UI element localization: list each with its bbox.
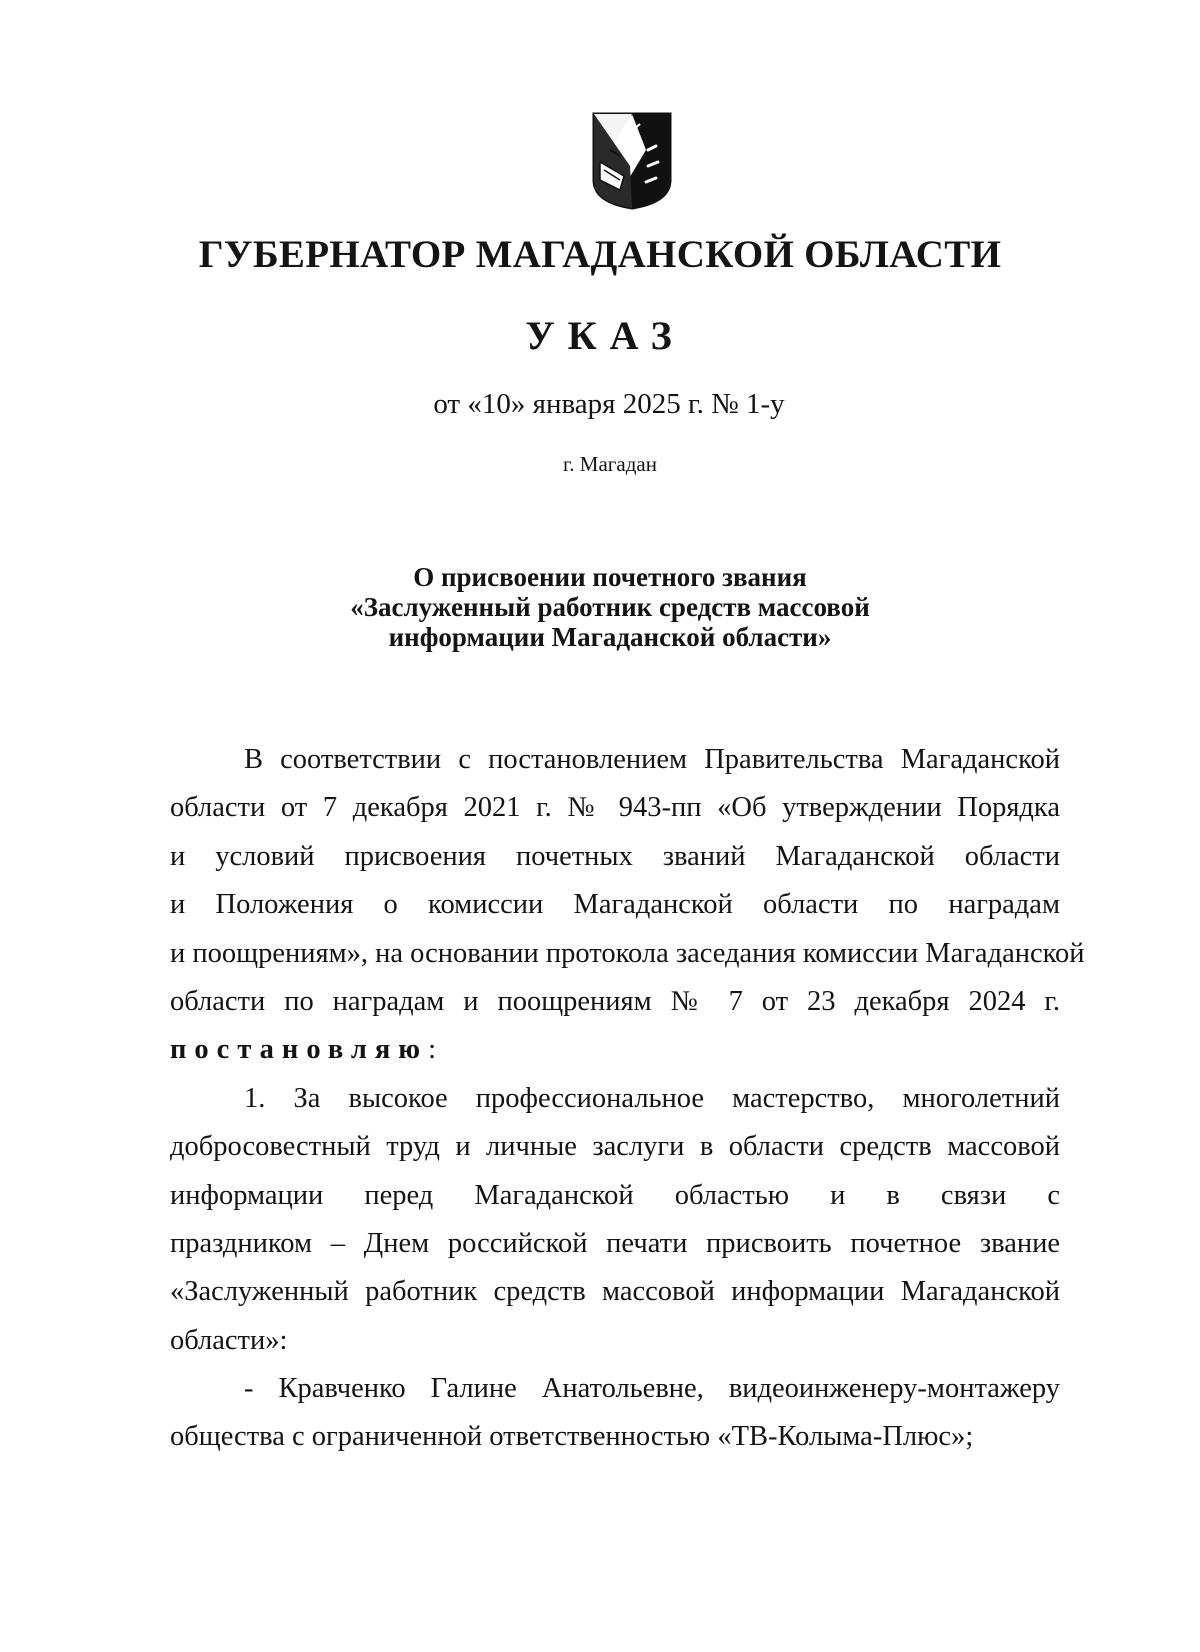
preamble-line: В соответствии с постановлением Правительства Магаданской: [244, 744, 1060, 775]
item-line: праздником – Днем российской печати присвоить почетное звание: [170, 1227, 1060, 1259]
subject-line: информации Магаданской области»: [388, 622, 832, 652]
decree-word: постановляю: [170, 1034, 429, 1066]
recipient-line: - Кравченко Галине Анатольевне, видеоинженеру-монтажеру: [244, 1373, 1060, 1405]
item-line: информации перед Магаданской областью и в связи с: [170, 1179, 1060, 1211]
coat-of-arms-svg: [590, 110, 674, 210]
decree-line: [170, 1026, 1060, 1074]
item-line: 1. За высокое профессиональное мастерство, многолетний: [244, 1082, 1060, 1114]
item-line: добросовестный труд и личные заслуги в области средств массовой: [170, 1131, 1060, 1163]
preamble-line: и условий присвоения почетных званий Магаданской области: [170, 840, 1060, 872]
item-line: области»:: [170, 1324, 288, 1356]
preamble-line: области от 7 декабря 2021 г. № 943-пп «Об утверждении Порядка: [170, 792, 1060, 824]
preamble-line: и Положения о комиссии Магаданской области по наградам: [170, 889, 1060, 921]
subject-line: О присвоении почетного звания: [413, 562, 807, 592]
decree-colon: :: [428, 1034, 437, 1066]
date-and-number: от «10» января 2025 г. № 1-у: [433, 388, 785, 420]
recipient-line: общества с ограниченной ответственностью «ТВ-Колыма-Плюс»;: [170, 1421, 974, 1453]
subject-line: «Заслуженный работник средств массовой: [350, 592, 870, 622]
coat-of-arms-icon: [590, 110, 674, 210]
preamble-line: области по наградам и поощрениям № 7 от 23 декабря 2024 г.: [170, 985, 1060, 1017]
issuing-authority: ГУБЕРНАТОР МАГАДАНСКОЙ ОБЛАСТИ: [198, 233, 1002, 276]
document-body: [170, 736, 1085, 1462]
place-of-issue: г. Магадан: [563, 452, 657, 476]
preamble-line: и поощрениям», на основании протокола заседания комиссии Магаданской: [170, 937, 1085, 969]
document-type: УКАЗ: [525, 313, 685, 358]
document-subject: [0, 562, 1200, 652]
item-line: «Заслуженный работник средств массовой информации Магаданской: [170, 1276, 1060, 1308]
